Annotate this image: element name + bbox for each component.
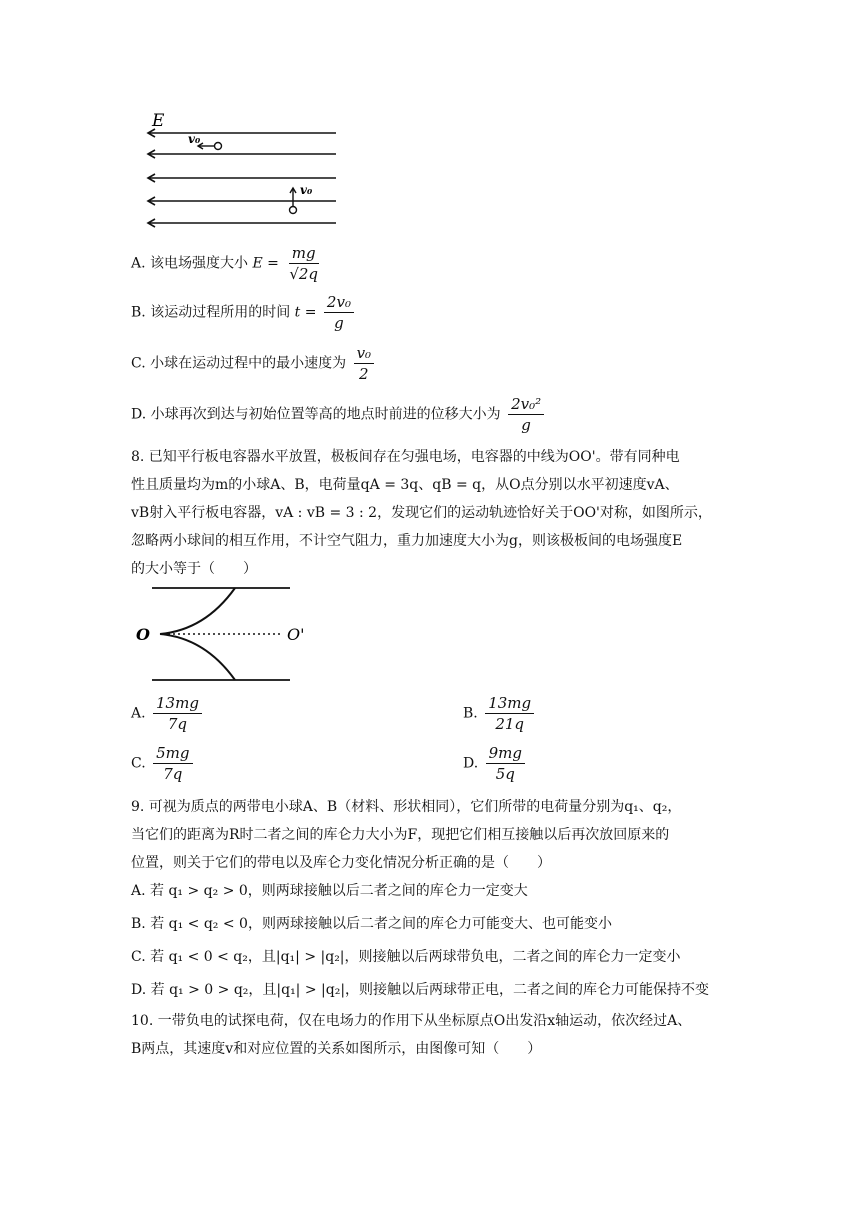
q9-stem: 9. 可视为质点的两带电小球A、B（材料、形状相同），它们所带的电荷量分别为q₁、q₂， 当它们的距离为R时二者之间的库仑力大小为F，现把它们相互接触以后再次放回原来的 位置，则关于它们的带电以及库仑力变化情况分析正确的是（ ） bbox=[131, 799, 682, 871]
q7-option-d[interactable]: D. 小球再次到达与初始位置等高的地点时前进的位移大小为 $\frac{\text{2v₀²}}{g}$ bbox=[131, 394, 547, 435]
q8-stem: 8. 已知平行板电容器水平放置，极板间存在匀强电场，电容器的中线为OO'。带有同种电 性且质量均为m的小球A、B，电荷量qA = 3q、qB = q，从O点分别以水平初速度vA、 vB射入平行板电容器，vA : vB = 3 : 2，发现它们的运动轨迹恰好关于OO'对称，如图所示， 忽略两小球间的相互作用，不计空气阻力，重力加速度大小为g，则该极板间的电场强度E 的大小等于（ ） bbox=[131, 449, 712, 577]
q8-option-b[interactable]: B. $\frac{13mg}{21q}$ bbox=[463, 693, 537, 734]
q9-option-b[interactable]: B. 若 q₁ < q₂ < 0，则两球接触以后二者之间的库仑力可能变大、也可能变小 bbox=[131, 916, 612, 932]
q8-option-c[interactable]: C. $\frac{5mg}{7q}$ bbox=[131, 743, 196, 784]
q9-option-a[interactable]: A. 若 q₁ > q₂ > 0，则两球接触以后二者之间的库仑力一定变大 bbox=[131, 883, 528, 899]
q8-option-d[interactable]: D. $\frac{9mg}{5q}$ bbox=[463, 743, 528, 784]
field-label-e: E bbox=[152, 111, 165, 131]
q7-option-a[interactable]: A. 该电场强度大小 E = $\frac{mg}{√2q}$ bbox=[131, 244, 319, 283]
q9-options bbox=[131, 875, 731, 1007]
point-o-label: O bbox=[136, 625, 150, 644]
q7-option-b[interactable]: B. 该运动过程所用的时间 t = $\frac{\text{2v₀}}{g}$ bbox=[131, 292, 357, 333]
field-lines-figure bbox=[140, 108, 345, 230]
q8-option-a[interactable]: A. $\frac{13mg}{7q}$ bbox=[131, 693, 205, 734]
v0-label-bottom: v₀ bbox=[300, 183, 313, 197]
capacitor-figure bbox=[130, 580, 330, 690]
q9-option-c[interactable]: C. 若 q₁ < 0 < q₂，且|q₁| > |q₂|，则接触以后两球带负电，二者之间的库仑力一定变小 bbox=[131, 949, 681, 965]
q10-stem: 10. 一带负电的试探电荷，仅在电场力的作用下从坐标原点O出发沿x轴运动，依次经过A、 B两点，其速度v和对应位置的关系如图所示，由图像可知（ ） bbox=[131, 1013, 692, 1057]
q7-option-c[interactable]: C. 小球在运动过程中的最小速度为 $\frac{\text{v₀}}{2}$ bbox=[131, 343, 377, 384]
v0-label-top: v₀ bbox=[188, 132, 201, 146]
q9-option-d[interactable]: D. 若 q₁ > 0 > q₂，且|q₁| > |q₂|，则接触以后两球带正电，二者之间的库仑力可能保持不变 bbox=[131, 982, 710, 998]
point-o-prime-label: O' bbox=[287, 625, 305, 644]
